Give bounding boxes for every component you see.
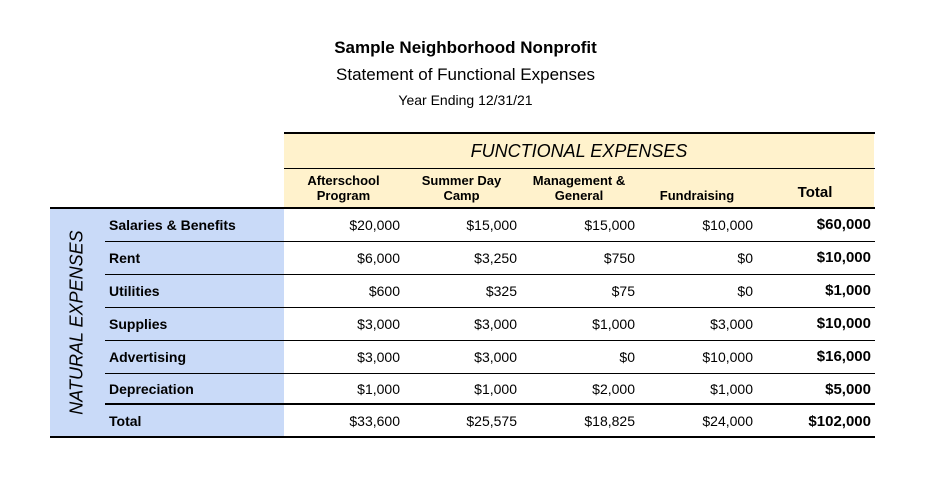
grid-line <box>105 403 875 405</box>
total-row-label: Total <box>109 413 142 429</box>
grid-line <box>284 168 875 169</box>
natural-expenses-text: NATURAL EXPENSES <box>67 230 87 415</box>
row-label: Advertising <box>109 348 187 365</box>
table-cell: $75 <box>611 282 635 299</box>
table-cell: $3,000 <box>357 315 400 332</box>
table-cell: $0 <box>737 282 753 299</box>
column-header: Afterschool Program <box>307 173 380 203</box>
table-cell: $6,000 <box>357 249 400 266</box>
table-cell: $15,000 <box>466 216 517 233</box>
row-total-value: $1,000 <box>825 282 871 299</box>
table-cell: $0 <box>737 249 753 266</box>
table-cell: $20,000 <box>349 216 400 233</box>
grid-line <box>284 132 875 134</box>
grid-line <box>105 373 875 374</box>
total-row-value: $24,000 <box>702 413 753 429</box>
column-header-total: Total <box>797 183 833 201</box>
table-cell: $1,000 <box>357 381 400 397</box>
column-header: Fundraising <box>659 187 735 203</box>
row-total-value: $60,000 <box>816 216 871 233</box>
grid-line <box>50 207 875 209</box>
grand-total-value: $102,000 <box>808 412 871 430</box>
table-cell: $2,000 <box>592 381 635 397</box>
table-cell: $3,000 <box>357 348 400 365</box>
grid-line <box>105 340 875 341</box>
column-header: Management & General <box>532 173 626 203</box>
table-cell: $3,250 <box>474 249 517 266</box>
table-cell: $0 <box>619 348 635 365</box>
table-cell: $3,000 <box>474 315 517 332</box>
report-subtitle: Statement of Functional Expenses <box>336 65 595 84</box>
row-label: Utilities <box>109 282 160 299</box>
report-period: Year Ending 12/31/21 <box>398 92 533 108</box>
total-row-value: $18,825 <box>584 413 635 429</box>
grid-line <box>50 436 875 438</box>
row-label: Supplies <box>109 315 168 332</box>
table-cell: $10,000 <box>702 216 753 233</box>
row-label: Rent <box>109 249 141 266</box>
table-cell: $325 <box>485 282 517 299</box>
grid-line <box>105 241 875 242</box>
report-title: Sample Neighborhood Nonprofit <box>334 38 597 57</box>
row-total-value: $5,000 <box>825 380 871 398</box>
table-cell: $750 <box>603 249 635 266</box>
grid-line <box>105 307 875 308</box>
table-cell: $3,000 <box>710 315 753 332</box>
row-total-value: $16,000 <box>816 348 871 365</box>
row-label: Salaries & Benefits <box>109 216 236 233</box>
table-cell: $1,000 <box>710 381 753 397</box>
row-total-value: $10,000 <box>816 315 871 332</box>
table-cell: $1,000 <box>592 315 635 332</box>
table-cell: $15,000 <box>584 216 635 233</box>
table-cell: $10,000 <box>702 348 753 365</box>
total-row-value: $25,575 <box>466 413 517 429</box>
row-total-value: $10,000 <box>816 249 871 266</box>
functional-header: FUNCTIONAL EXPENSES <box>470 140 688 161</box>
column-header: Summer Day Camp <box>421 173 502 203</box>
grid-line <box>105 274 875 275</box>
total-row-value: $33,600 <box>349 413 400 429</box>
table-cell: $1,000 <box>474 381 517 397</box>
natural-expenses-label <box>50 208 105 437</box>
table-cell: $600 <box>368 282 400 299</box>
row-label: Depreciation <box>109 381 194 397</box>
table-cell: $3,000 <box>474 348 517 365</box>
